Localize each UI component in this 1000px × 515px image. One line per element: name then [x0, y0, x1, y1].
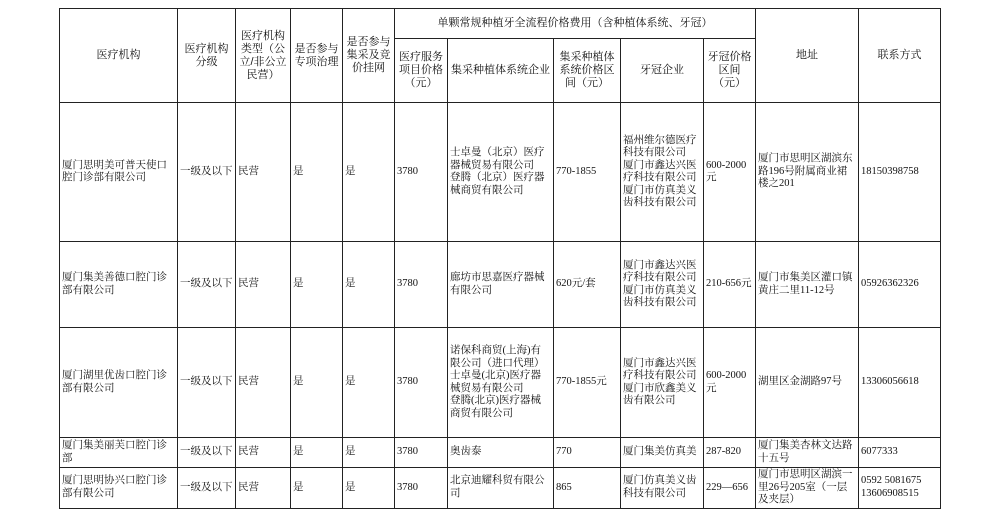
cell-institution: 厦门集美善德口腔门诊部有限公司: [60, 242, 178, 328]
cell-crown-company: 厦门仿真美义齿科技有限公司: [621, 468, 704, 509]
table-row: [60, 328, 941, 438]
cell-type: 民营: [236, 468, 291, 509]
cell-crown-company: 福州维尔德医疗科技有限公司 厦门市鑫达兴医疗科技有限公司 厦门市仿真美义齿科技有限公司: [621, 103, 704, 242]
cell-crown-range: 210-656元: [704, 242, 756, 328]
cell-type: 民营: [236, 328, 291, 438]
cell-service-price: 3780: [395, 242, 448, 328]
cell-crown-range: 600-2000元: [704, 103, 756, 242]
cell-special: 是: [291, 468, 343, 509]
cell-institution: 厦门思明美可普天使口腔门诊部有限公司: [60, 103, 178, 242]
cell-implant-range: 620元/套: [554, 242, 621, 328]
cell-implant-company: 奥齿泰: [448, 438, 554, 468]
header-crown-company: 牙冠企业: [621, 39, 704, 103]
header-type: 医疗机构类型（公立/非公立民营）: [236, 9, 291, 103]
cell-procure: 是: [343, 103, 395, 242]
header-special: 是否参与专项治理: [291, 9, 343, 103]
cell-address: 厦门市思明区湖滨一里26号205室（一层及夹层）: [756, 468, 859, 509]
cell-address: 厦门市思明区湖滨东路196号附属商业裙楼之201: [756, 103, 859, 242]
cell-procure: 是: [343, 468, 395, 509]
cell-grade: 一级及以下: [178, 103, 236, 242]
header-grade: 医疗机构分级: [178, 9, 236, 103]
cell-service-price: 3780: [395, 468, 448, 509]
cell-grade: 一级及以下: [178, 438, 236, 468]
cell-crown-company: 厦门市鑫达兴医疗科技有限公司 厦门市欣鑫美义齿有限公司: [621, 328, 704, 438]
cell-crown-range: 600-2000元: [704, 328, 756, 438]
cell-contact: 0592 5081675 13606908515: [859, 468, 941, 509]
cell-special: 是: [291, 328, 343, 438]
header-institution: 医疗机构: [60, 9, 178, 103]
cell-institution: 厦门集美丽芙口腔门诊部: [60, 438, 178, 468]
header-procure: 是否参与集采及竞价挂网: [343, 9, 395, 103]
header-implant-company: 集采种植体系统企业: [448, 39, 554, 103]
cell-special: 是: [291, 438, 343, 468]
header-contact: 联系方式: [859, 9, 941, 103]
cell-procure: 是: [343, 438, 395, 468]
cell-contact: 13306056618: [859, 328, 941, 438]
table-row: [60, 242, 941, 328]
cell-service-price: 3780: [395, 103, 448, 242]
cell-implant-company: 廊坊市思嘉医疗器械有限公司: [448, 242, 554, 328]
cell-implant-range: 770: [554, 438, 621, 468]
table-row: [60, 103, 941, 242]
cell-address: 湖里区金湖路97号: [756, 328, 859, 438]
cell-institution: 厦门思明协兴口腔门诊部有限公司: [60, 468, 178, 509]
cell-contact: 6077333: [859, 438, 941, 468]
cell-implant-range: 770-1855: [554, 103, 621, 242]
cell-type: 民营: [236, 103, 291, 242]
cell-type: 民营: [236, 242, 291, 328]
price-table: [59, 8, 941, 509]
cell-crown-range: 287-820: [704, 438, 756, 468]
cell-institution: 厦门湖里优齿口腔门诊部有限公司: [60, 328, 178, 438]
cell-contact: 18150398758: [859, 103, 941, 242]
header-group: 单颗常规种植牙全流程价格费用（含种植体系统、牙冠）: [395, 9, 756, 39]
cell-procure: 是: [343, 328, 395, 438]
cell-implant-company: 北京迪耀科贸有限公司: [448, 468, 554, 509]
cell-implant-company: 士卓曼（北京）医疗器械贸易有限公司 登腾（北京）医疗器械商贸有限公司: [448, 103, 554, 242]
cell-grade: 一级及以下: [178, 242, 236, 328]
cell-special: 是: [291, 103, 343, 242]
cell-type: 民营: [236, 438, 291, 468]
cell-implant-range: 770-1855元: [554, 328, 621, 438]
cell-crown-range: 229—656: [704, 468, 756, 509]
cell-implant-range: 865: [554, 468, 621, 509]
header-service-price: 医疗服务项目价格（元）: [395, 39, 448, 103]
cell-contact: 05926362326: [859, 242, 941, 328]
cell-grade: 一级及以下: [178, 468, 236, 509]
cell-crown-company: 厦门集美仿真美: [621, 438, 704, 468]
cell-implant-company: 诺保科商贸(上海)有限公司（进口代理） 士卓曼(北京)医疗器械贸易有限公司 登腾(北京)医疗器械商贸有限公司: [448, 328, 554, 438]
table-row: [60, 438, 941, 468]
header-crown-range: 牙冠价格区间（元）: [704, 39, 756, 103]
cell-service-price: 3780: [395, 328, 448, 438]
cell-service-price: 3780: [395, 438, 448, 468]
cell-grade: 一级及以下: [178, 328, 236, 438]
cell-address: 厦门集美杏林文达路十五号: [756, 438, 859, 468]
header-address: 地址: [756, 9, 859, 103]
cell-crown-company: 厦门市鑫达兴医疗科技有限公司 厦门市仿真美义齿科技有限公司: [621, 242, 704, 328]
cell-address: 厦门市集美区灌口镇黄庄二里11-12号: [756, 242, 859, 328]
cell-special: 是: [291, 242, 343, 328]
price-table-wrapper: [59, 8, 941, 509]
cell-procure: 是: [343, 242, 395, 328]
table-row: [60, 468, 941, 509]
header-implant-range: 集采种植体系统价格区间（元）: [554, 39, 621, 103]
header-row-1: [60, 9, 941, 39]
